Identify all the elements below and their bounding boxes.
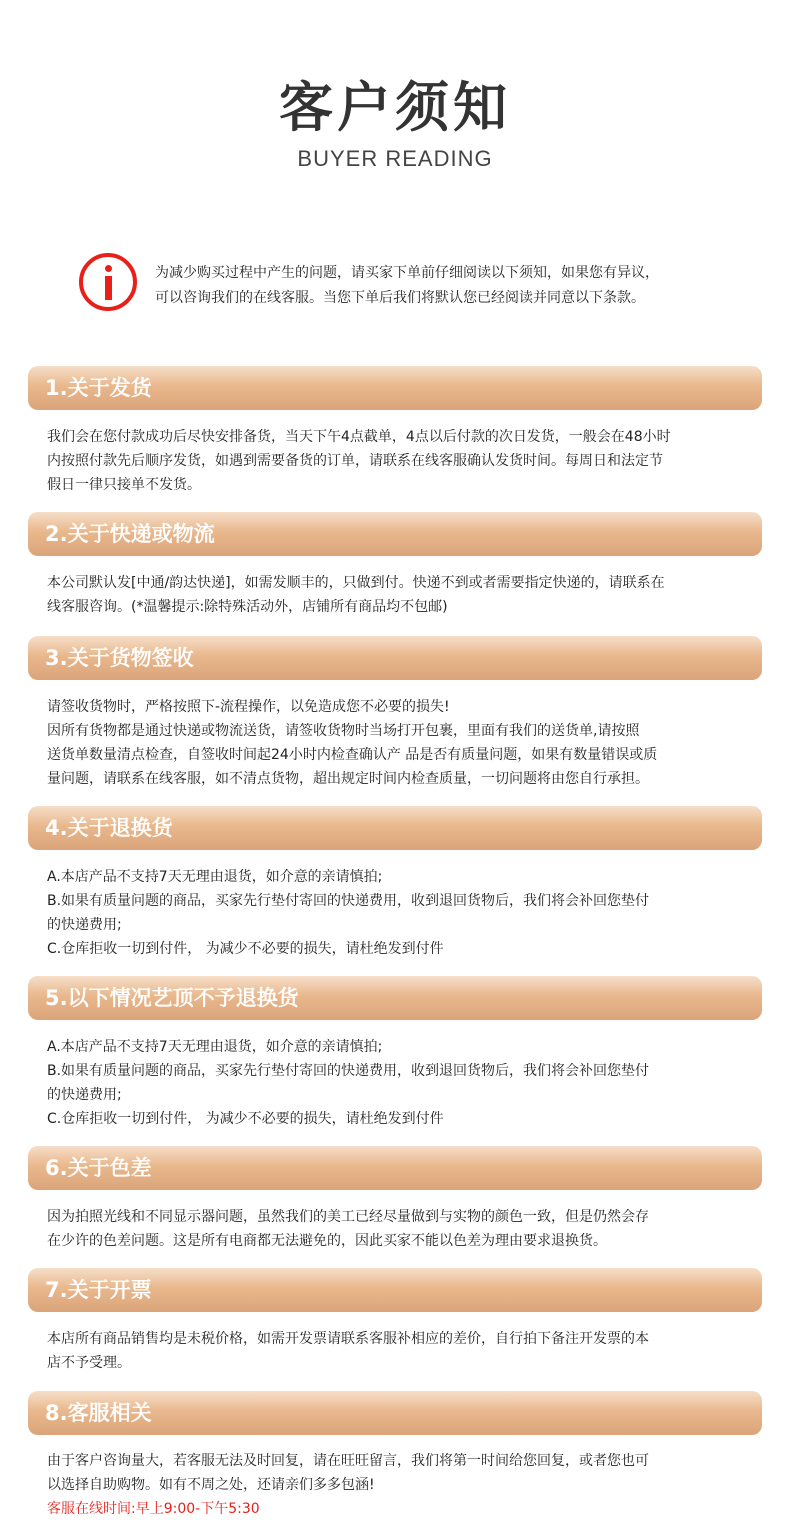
body-line: 假日一律只接单不发货。 <box>47 477 201 493</box>
body-line: 的快递费用; <box>47 1087 122 1103</box>
body-line: 由于客户咨询量大，若客服无法及时回复，请在旺旺留言，我们将第一时间给您回复，或者您也可 <box>47 1453 649 1469</box>
body-line: A.本店产品不支持7天无理由退货，如介意的亲请慎拍; <box>47 869 383 885</box>
section-body-invoice <box>47 1327 752 1375</box>
body-line: A.本店产品不支持7天无理由退货，如介意的亲请慎拍; <box>47 1039 383 1055</box>
body-line: 送货单数量清点检查，自签收时间起24小时内检查确认产 品是否有质量问题，如果有数量错误或质 <box>47 747 658 763</box>
body-line: C.仓库拒收一切到付件， 为减少不必要的损失，请杜绝发到付件 <box>47 941 444 957</box>
notice-line: 可以咨询我们的在线客服。当您下单后我们将默认您已经阅读并同意以下条款。 <box>155 290 645 306</box>
body-line: 因为拍照光线和不同显示器问题，虽然我们的美工已经尽量做到与实物的颜色一致，但是仍然会存 <box>47 1209 649 1225</box>
body-line: B.如果有质量问题的商品，买家先行垫付寄回的快递费用，收到退回货物后，我们将会补回您垫付 <box>47 893 650 909</box>
body-line: 本店所有商品销售均是未税价格，如需开发票请联系客服补相应的差价，自行拍下备注开发票的本 <box>47 1331 649 1347</box>
section-body-service <box>47 1449 752 1521</box>
info-icon-bar <box>105 276 112 300</box>
body-line: C.仓库拒收一切到付件， 为减少不必要的损失，请杜绝发到付件 <box>47 1111 444 1127</box>
info-circle-icon <box>79 253 137 311</box>
page-title: 客户须知 <box>279 76 511 139</box>
body-line: 线客服咨询。(*温馨提示:除特殊活动外，店铺所有商品均不包邮) <box>47 599 448 615</box>
section-body-courier <box>47 571 752 619</box>
service-hours: 客服在线时间:早上9:00-下午5:30 <box>47 1501 260 1517</box>
body-line: 店不予受理。 <box>47 1355 131 1371</box>
section-header-courier: 2.关于快递或物流 <box>28 512 762 556</box>
section-body-no-returns <box>47 1035 752 1131</box>
body-line: 以选择自助购物。如有不周之处，还请亲们多多包涵! <box>47 1477 375 1493</box>
body-line: 本公司默认发[中通/韵达快递]，如需发顺丰的，只做到付。快递不到或者需要指定快递的，请联系在 <box>47 575 665 591</box>
section-header-invoice: 7.关于开票 <box>28 1268 762 1312</box>
section-body-shipping <box>47 425 752 497</box>
section-header-shipping: 1.关于发货 <box>28 366 762 410</box>
body-line: B.如果有质量问题的商品，买家先行垫付寄回的快递费用，收到退回货物后，我们将会补回您垫付 <box>47 1063 650 1079</box>
section-header-color: 6.关于色差 <box>28 1146 762 1190</box>
section-body-returns <box>47 865 752 961</box>
body-line: 我们会在您付款成功后尽快安排备货，当天下午4点截单，4点以后付款的次日发货，一般会在48小时 <box>47 429 671 445</box>
section-body-color <box>47 1205 752 1253</box>
section-header-service: 8.客服相关 <box>28 1391 762 1435</box>
section-header-returns: 4.关于退换货 <box>28 806 762 850</box>
section-header-receipt: 3.关于货物签收 <box>28 636 762 680</box>
body-line: 在少许的色差问题。这是所有电商都无法避免的，因此买家不能以色差为理由要求退换货。 <box>47 1233 607 1249</box>
body-line: 量问题，请联系在线客服，如不清点货物，超出规定时间内检查质量，一切问题将由您自行承担。 <box>47 771 649 787</box>
section-body-receipt <box>47 695 752 791</box>
body-line: 请签收货物时，严格按照下-流程操作，以免造成您不必要的损失! <box>47 699 450 715</box>
page-subtitle: BUYER READING <box>297 146 493 171</box>
notice-line: 为减少购买过程中产生的问题，请买家下单前仔细阅读以下须知，如果您有异议， <box>155 265 659 281</box>
body-line: 的快递费用; <box>47 917 122 933</box>
section-header-no-returns: 5.以下情况艺顶不予退换货 <box>28 976 762 1020</box>
body-line: 内按照付款先后顺序发货，如遇到需要备货的订单，请联系在线客服确认发货时间。每周日和法定节 <box>47 453 663 469</box>
info-icon-dot <box>105 265 112 272</box>
notice-text <box>155 261 755 311</box>
body-line: 因所有货物都是通过快递或物流送货，请签收货物时当场打开包裹，里面有我们的送货单,请按照 <box>47 723 640 739</box>
